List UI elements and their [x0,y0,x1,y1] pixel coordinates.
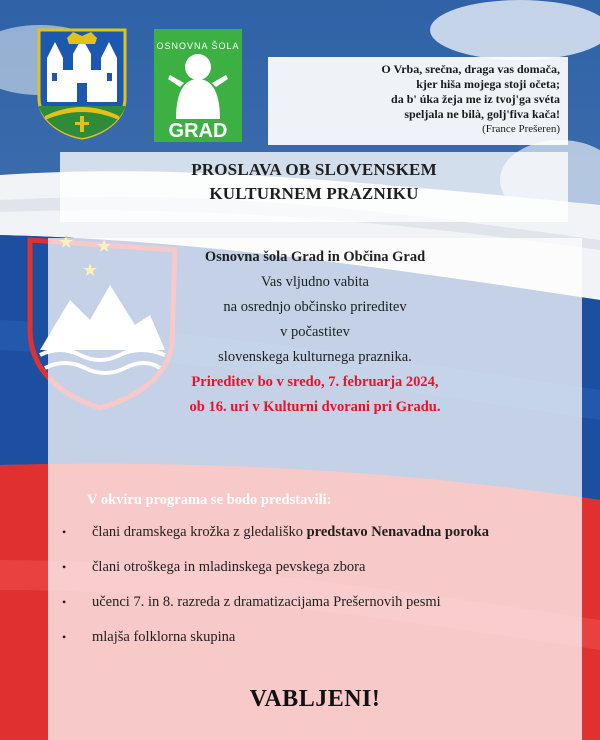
item-text: člani dramskega krožka z gledališko [92,524,307,540]
quote-author: (France Prešeren) [482,123,560,135]
event-title [60,152,568,222]
title-line-1: PROSLAVA OB SLOVENSKEM [191,160,437,179]
list-item [62,522,582,542]
invitation-line: Vas vljudno vabita [261,274,369,290]
event-date: Prireditev bo v sredo, 7. februarja 2024, [191,374,439,390]
invitation-text [48,250,582,425]
bullet-icon: • [62,560,67,574]
preseren-quote [268,57,568,145]
title-line-2: KULTURNEM PRAZNIKU [209,184,419,203]
item-text: člani otroškega in mladinskega pevskega zbora [92,559,366,575]
quote-line: speljala ne bilà, golj'fiva kača! [404,107,560,121]
quote-line: kjer hiša mojega stoji očeta; [416,77,560,91]
list-item [62,627,582,647]
quote-line: O Vrba, srečna, draga vas domača, [381,62,560,76]
invitation-hosts: Osnovna šola Grad in Občina Grad [204,249,426,265]
school-logo-name: GRAD [168,120,228,142]
school-logo-arc-text: OSNOVNA ŠOLA [156,41,240,51]
invitation-line: slovenskega kulturnega praznika. [218,349,412,365]
list-item [62,592,582,612]
item-text: učenci 7. in 8. razreda z dramatizacijama Prešernovih pesmi [92,594,441,610]
school-logo [154,29,242,142]
quote-line: da b' úka žeja me iz tvoj'ga svéta [391,92,560,106]
bullet-icon: • [62,525,67,539]
bullet-icon: • [62,595,67,609]
programme-heading: V okviru programa se bodo predstavili: [87,492,332,508]
municipal-crest-logo [37,28,127,140]
invitation-line: na osrednjo občinsko prireditev [223,299,407,315]
closing-invitation: VABLJENI! [249,686,381,712]
invitation-line: v počastitev [280,324,350,340]
bullet-icon: • [62,630,67,644]
programme-list [62,522,582,662]
list-item [62,557,582,577]
item-highlight: predstavo Nenavadna poroka [306,524,489,540]
item-text: mlajša folklorna skupina [92,629,236,645]
event-location: ob 16. uri v Kulturni dvorani pri Gradu. [189,399,441,415]
